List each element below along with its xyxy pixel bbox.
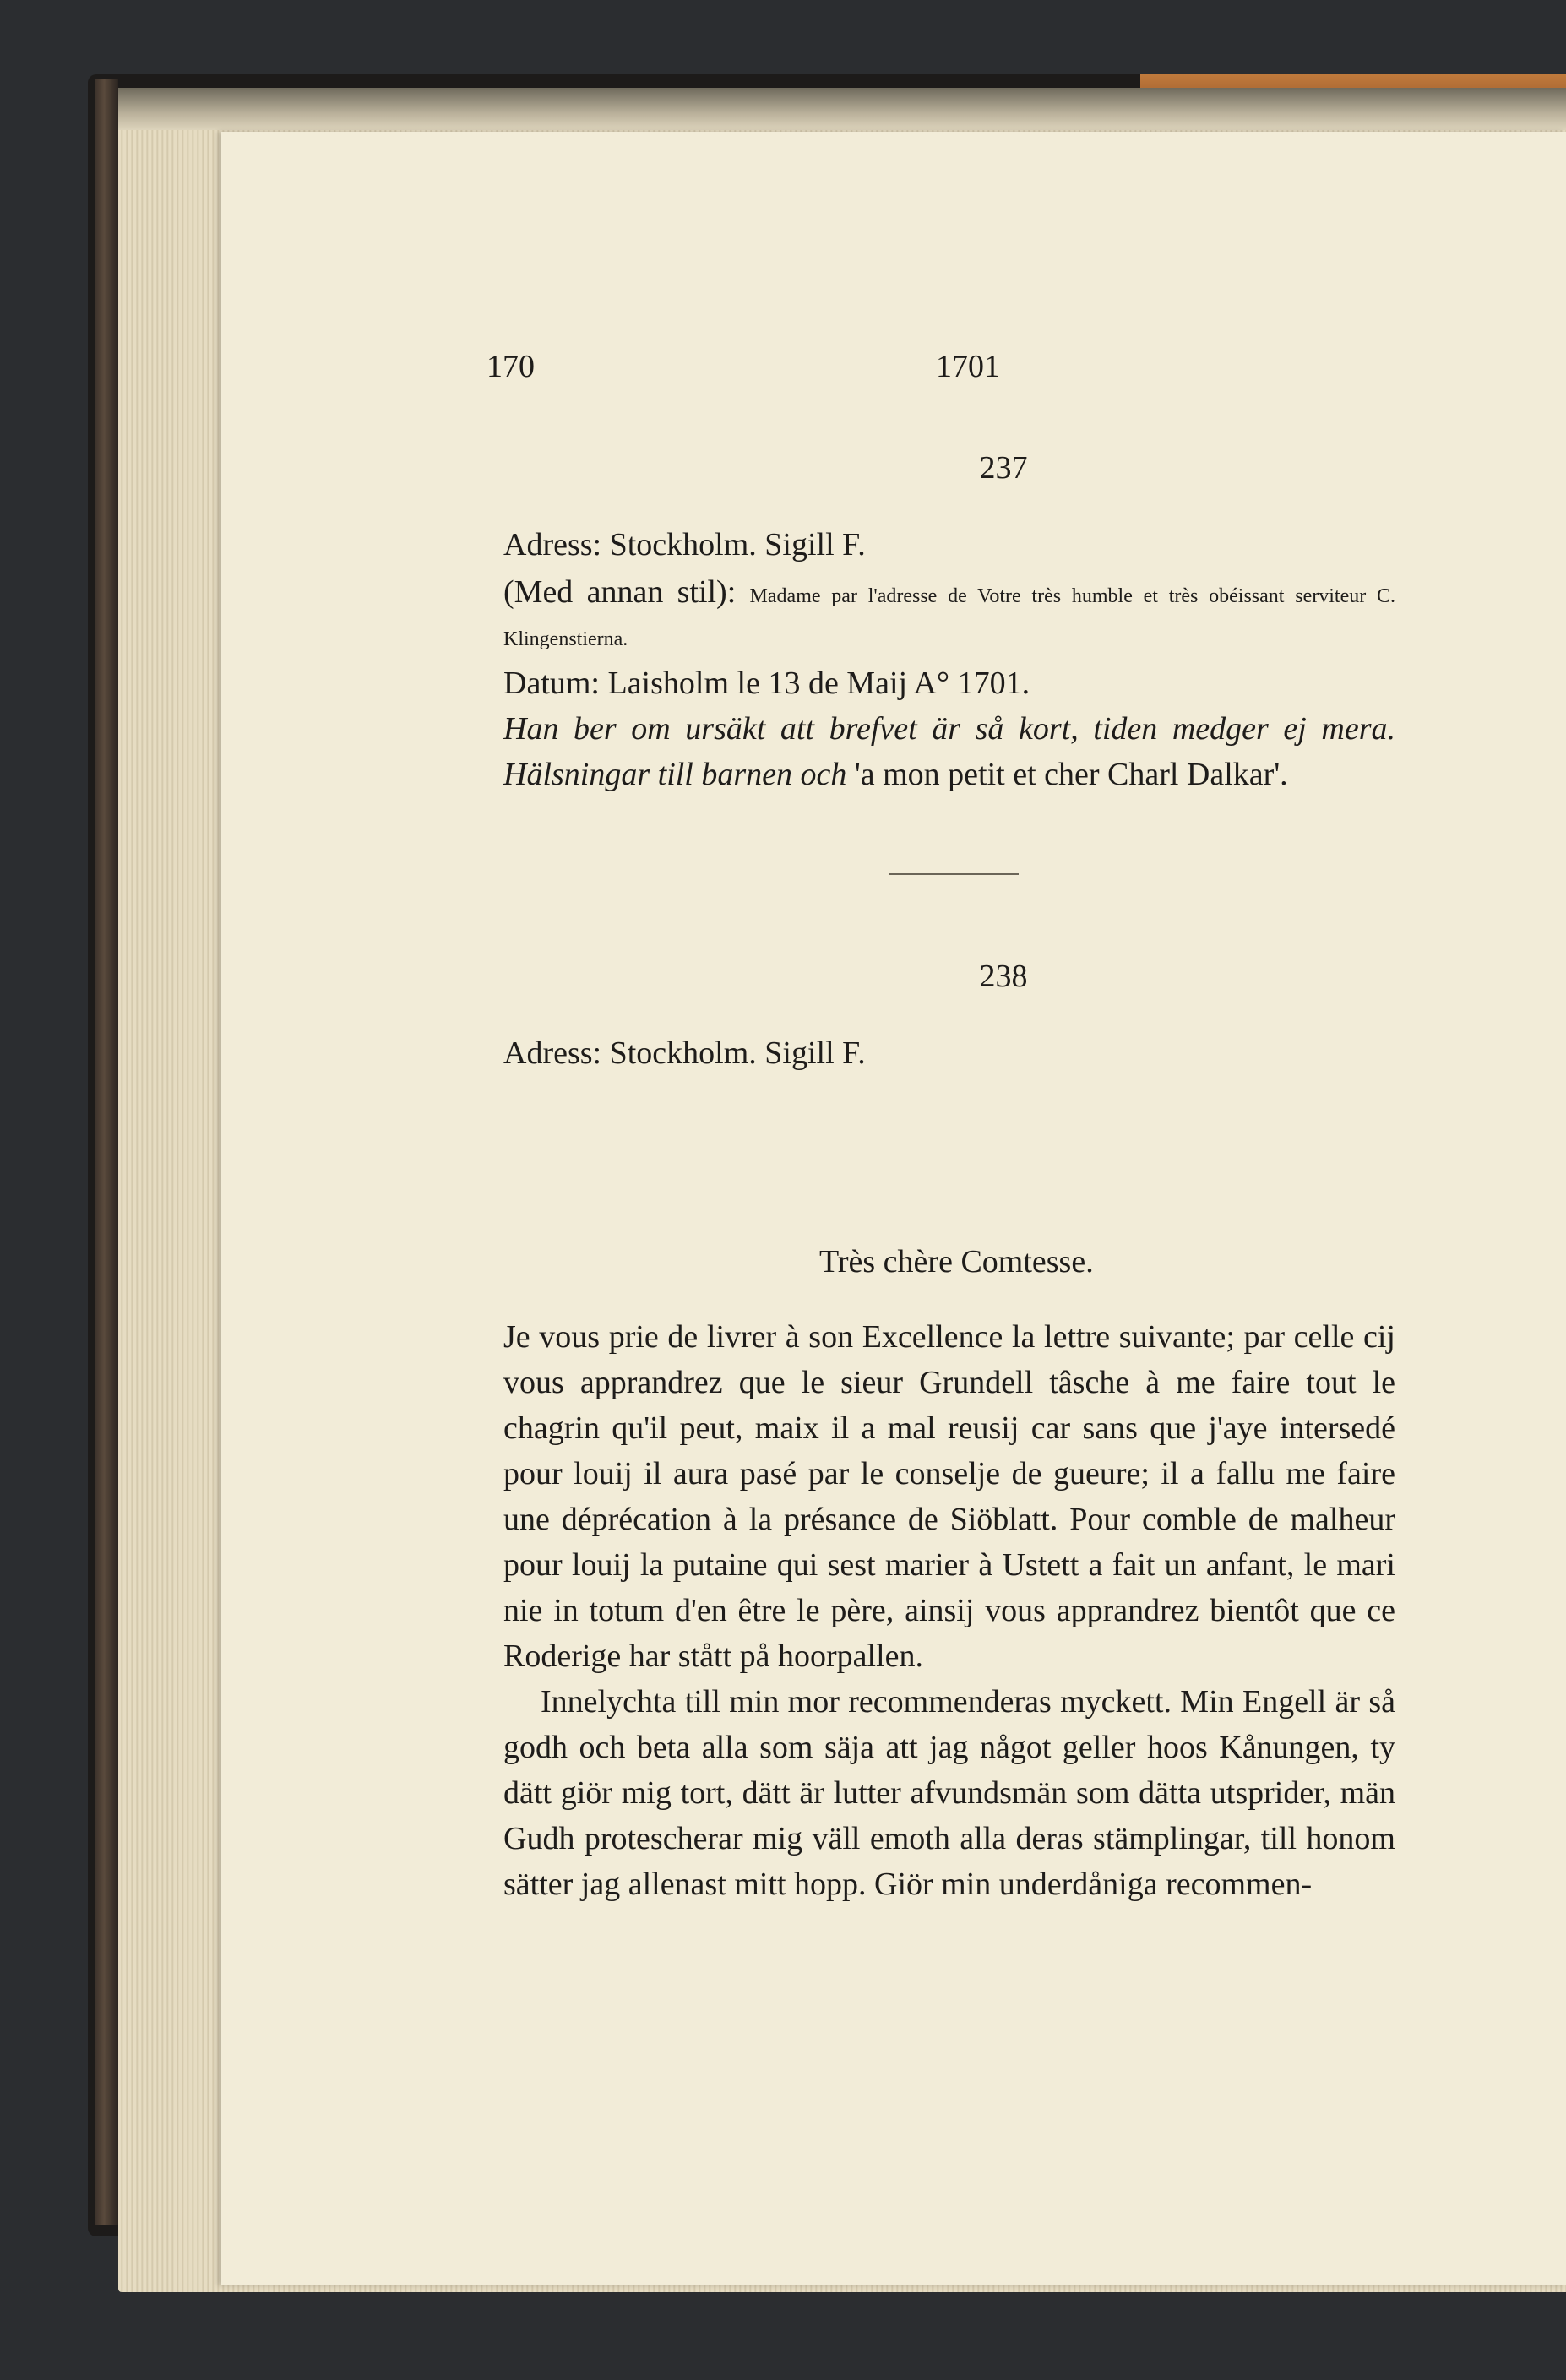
book-spine-edge — [95, 79, 118, 2225]
letter-237-summary — [503, 706, 1395, 797]
letter-238-address-block — [503, 1030, 1395, 1076]
letter-237-date: Datum: Laisholm le 13 de Maij A° 1701. — [503, 666, 1030, 701]
letter-237-body — [503, 522, 1395, 797]
running-header — [221, 348, 1566, 407]
note-label: (Med annan stil): — [503, 574, 750, 610]
summary-italic: Han ber om ursäkt att brefvet är så kort, tiden medger ej mera. Hälsningar till barnen och — [503, 711, 1395, 792]
letter-238-paragraph-1: Je vous prie de livrer à son Excellence la lettre suivante; par celle cij vous apprandrez que le sieur Grundell tâsche à me faire tout le chagrin qu'il peut, maix il a mal reusij car sans que j'aye intersedé pour louij il aura pasé par le conselje de gueure; il a fallu me faire une déprécation à la présance de Siöblatt. Pour comble de malheur pour louij la putaine qui sest marier à Ustett a fait un anfant, le mari nie in totum d'en être le père, ainsij vous apprandrez bientôt que ce Roderige har stått på hoorpallen. — [503, 1319, 1395, 1674]
note-text: Madame par l'adresse de Votre très humble et très obéissant serviteur C. Klingenstierna. — [503, 585, 1395, 650]
letter-238-paragraph-2: Innelychta till min mor recommenderas myckett. Min Engell är så godh och beta alla som säja att jag något geller hoos Kånungen, ty dätt giör mig tort, dätt är lutter afvundsmän som dätta utsprider, män Gudh protescherar mig väll emoth alla deras stämplingar, till honom sätter jag allenast mitt hopp. Giör min underdåniga recommen- — [503, 1684, 1395, 1902]
letter-237-address: Adress: Stockholm. Sigill F. — [503, 527, 866, 562]
header-year: 1701 — [936, 349, 1000, 384]
letter-237-note — [503, 573, 1395, 659]
summary-tail: 'a mon petit et cher Charl Dalkar'. — [846, 757, 1288, 792]
section-divider — [889, 873, 1019, 875]
letter-238-body — [503, 1314, 1395, 1907]
letter-238-salutation: Très chère Comtesse. — [819, 1244, 1094, 1280]
letter-238-address: Adress: Stockholm. Sigill F. — [503, 1035, 866, 1071]
page-top-edges — [118, 88, 1566, 130]
letter-number-237: 237 — [979, 450, 1028, 486]
letter-number-238: 238 — [979, 959, 1028, 994]
page-number: 170 — [487, 349, 535, 384]
book-page — [221, 132, 1566, 2285]
